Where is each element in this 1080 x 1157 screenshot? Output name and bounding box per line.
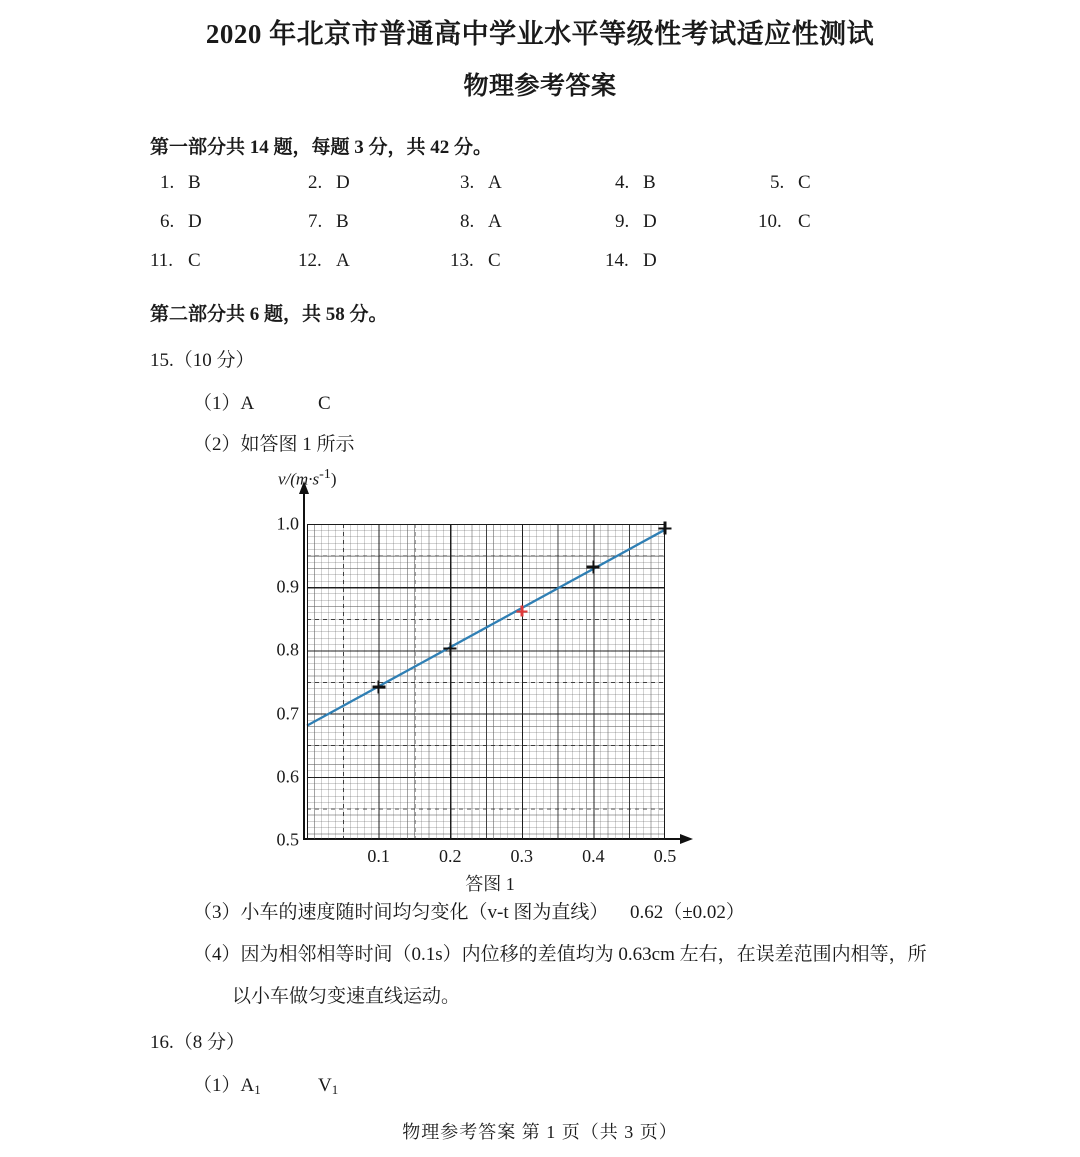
- y-axis-label-exponent: -1: [319, 466, 331, 482]
- x-tick-label: 0.2: [438, 846, 462, 866]
- answer-value: D: [643, 211, 657, 232]
- y-tick-label: 0.6: [276, 766, 299, 787]
- question-16-item1-prefix-sub: 1: [254, 1082, 261, 1098]
- x-tick-label: 0.5: [653, 846, 677, 866]
- y-tick-label: 0.5: [276, 829, 299, 850]
- answer-value: B: [336, 211, 349, 232]
- question-16-item1: [193, 1075, 261, 1098]
- answer-number: 9.: [615, 211, 630, 232]
- figure-caption: 答图 1: [465, 874, 515, 894]
- part1-heading: 第一部分共 14 题，每题 3 分，共 42 分。: [150, 137, 493, 158]
- data-point: [659, 522, 672, 535]
- answer-number: 8.: [460, 211, 475, 232]
- answer-number: 4.: [615, 172, 630, 193]
- question-16-item1-second-label: V: [318, 1075, 332, 1096]
- page-title: 2020 年北京市普通高中学业水平等级性考试适应性测试: [205, 19, 875, 49]
- answer-value: A: [336, 250, 350, 271]
- answer-value: D: [336, 172, 350, 193]
- question-15-item2: （2）如答图 1 所示: [193, 434, 355, 455]
- question-15-item3: （3）小车的速度随时间均匀变化（v-t 图为直线）: [193, 902, 609, 923]
- answer-value: C: [488, 250, 501, 271]
- question-15-item1-second: C: [318, 393, 331, 414]
- answer-number: 10.: [758, 211, 782, 232]
- question-15-item3-value: 0.62（±0.02）: [630, 902, 745, 923]
- x-tick-label: 0.4: [582, 846, 605, 866]
- answer-number: 12.: [298, 250, 322, 271]
- y-tick-label: 1.0: [276, 513, 299, 534]
- question-15-item1: （1）A: [193, 393, 255, 414]
- question-16-item1-prefix: （1）A: [193, 1075, 255, 1096]
- answer-number: 7.: [308, 211, 323, 232]
- data-point: [444, 642, 457, 655]
- y-tick-label: 0.8: [276, 639, 299, 660]
- answer-value: A: [488, 211, 502, 232]
- x-tick-label: 0.1: [367, 846, 390, 866]
- answer-value: C: [798, 211, 811, 232]
- answer-row: [150, 211, 910, 237]
- y-tick-label: 0.9: [276, 576, 299, 597]
- question-15-item4-line1: （4）因为相邻相等时间（0.1s）内位移的差值均为 0.63cm 左右，在误差范围内相等，所: [193, 944, 927, 965]
- answer-value: C: [798, 172, 811, 193]
- answer-number: 6.: [160, 211, 175, 232]
- answer-number: 5.: [770, 172, 785, 193]
- data-point-highlight: [516, 606, 527, 617]
- answer-value: C: [188, 250, 201, 271]
- question-16-item1-second-sub: 1: [331, 1082, 339, 1098]
- answer-row: [150, 172, 910, 198]
- data-point: [587, 560, 600, 573]
- answer-number: 13.: [450, 250, 474, 271]
- y-axis-line: [303, 492, 305, 840]
- answer-number: 14.: [605, 250, 629, 271]
- y-tick-label: 0.7: [276, 703, 299, 724]
- x-tick-label: 0.3: [510, 846, 534, 866]
- answer-value: D: [643, 250, 657, 271]
- answer-value: D: [188, 211, 202, 232]
- question-15-label: 15.（10 分）: [150, 350, 255, 371]
- y-axis-label-text: v/(m·s: [278, 469, 320, 489]
- answer-number: 11.: [150, 250, 174, 271]
- answer-number: 1.: [160, 172, 175, 193]
- question-15-item4-line2: 以小车做匀变速直线运动。: [232, 986, 461, 1007]
- answer-row: [150, 250, 910, 276]
- trend-line: [307, 524, 665, 840]
- part2-heading: 第二部分共 6 题，共 58 分。: [150, 304, 388, 325]
- y-axis-label-close: ): [330, 469, 337, 489]
- plot-area: [307, 524, 665, 840]
- page-subtitle: 物理参考答案: [463, 73, 617, 100]
- question-16-label: 16.（8 分）: [150, 1032, 246, 1053]
- figure-1: [270, 466, 710, 896]
- data-point: [372, 681, 385, 694]
- page-footer: 物理参考答案 第 1 页（共 3 页）: [402, 1122, 678, 1142]
- answer-value: B: [643, 172, 656, 193]
- answer-value: B: [188, 172, 201, 193]
- answer-value: A: [488, 172, 502, 193]
- question-16-item1-second: [318, 1075, 338, 1098]
- answer-number: 3.: [460, 172, 475, 193]
- answer-number: 2.: [308, 172, 323, 193]
